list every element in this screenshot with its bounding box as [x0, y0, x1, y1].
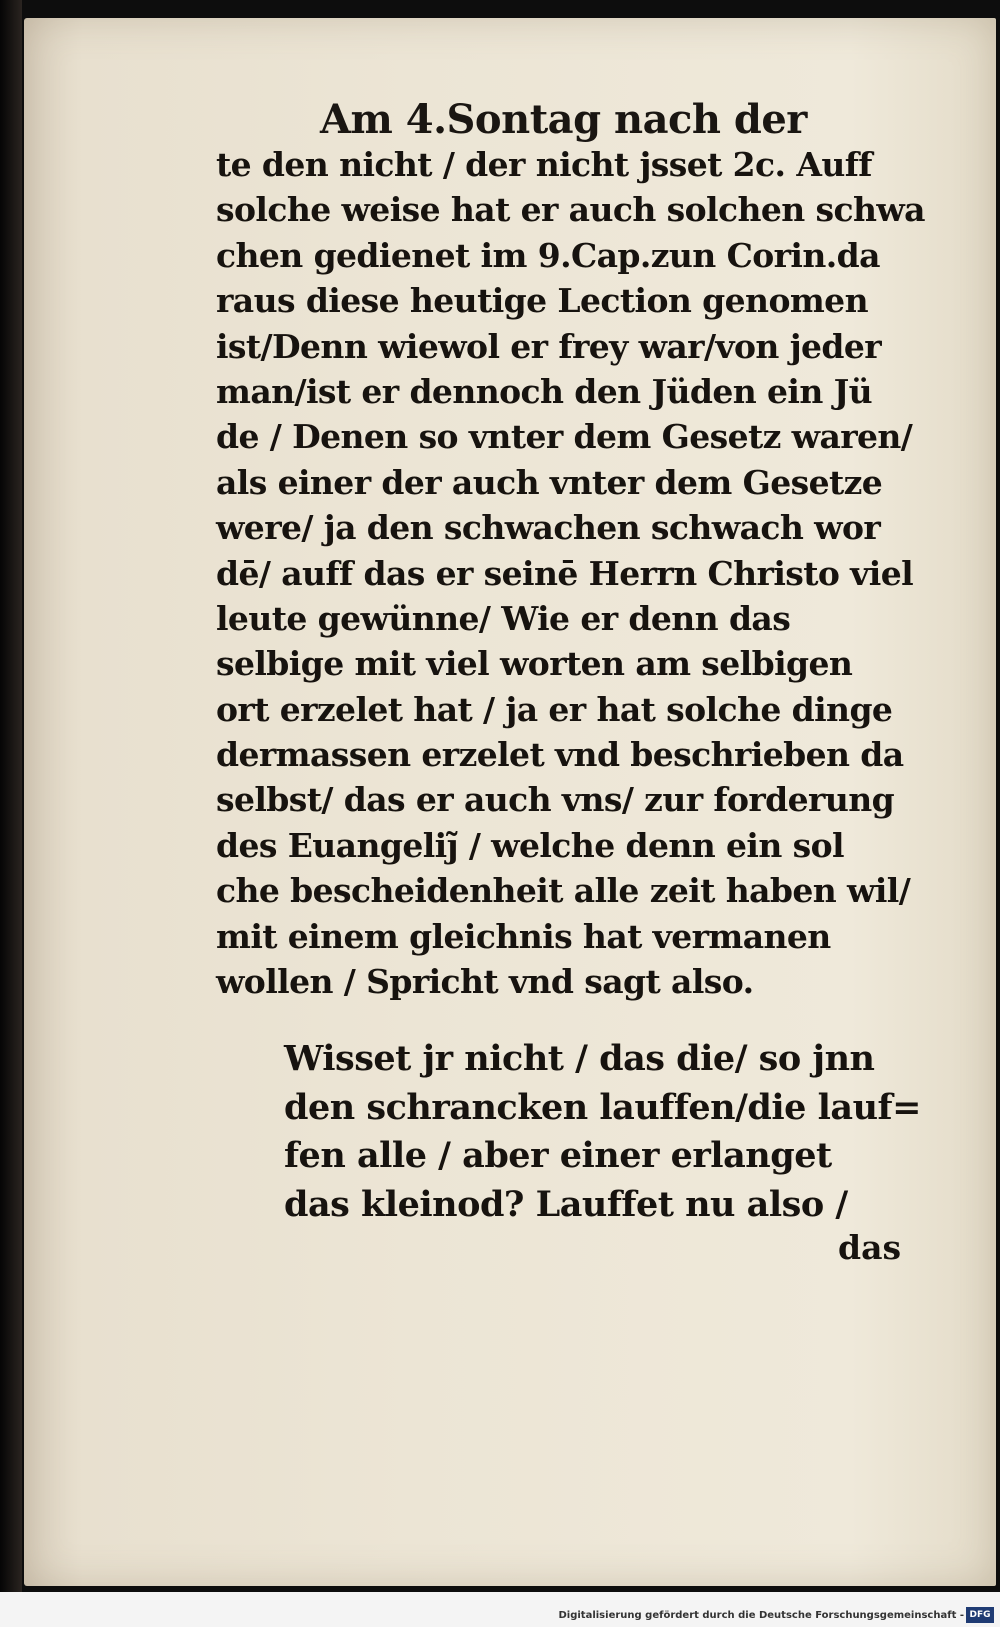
quote-line: fen alle / aber einer erlanget [284, 1135, 832, 1177]
text-line: leute gewünne/ Wie er denn das [216, 598, 791, 638]
quote-line: Wisset jr nicht / das die/ so jnn [284, 1038, 875, 1079]
text-line: selbst/ das er auch vns/ zur forderung [216, 780, 895, 820]
text-line: als einer der auch vnter dem Gesetze [216, 462, 883, 502]
text-line: raus diese heutige Lection genomen [216, 281, 868, 321]
text-line: chen gedienet im 9.Cap.zun Corin.da [216, 235, 880, 275]
text-line: solche weise hat er auch solchen schwa [216, 190, 925, 230]
text-line: wollen / Spricht vnd sagt also. [216, 962, 754, 1002]
catchword: das [838, 1228, 902, 1267]
quote-line: das kleinod? Lauffet nu also / [284, 1183, 848, 1225]
text-line: ort erzelet hat / ja er hat solche dinge [216, 689, 893, 729]
text-line: mit einem gleichnis hat vermanen [216, 916, 831, 956]
text-line: de / Denen so vnter dem Gesetz waren/ [216, 417, 913, 457]
text-line: selbige mit viel worten am selbigen [216, 644, 853, 684]
text-line: ist/Denn wiewol er frey war/von jeder [216, 326, 882, 366]
book-spine-edge [0, 0, 22, 1627]
scripture-quote-block [284, 1035, 924, 1229]
digitization-credit: Digitalisierung gefördert durch die Deutsche Forschungsgemeinschaft - [558, 1610, 964, 1621]
text-line: dermassen erzelet vnd beschrieben da [216, 735, 904, 775]
text-line: des Euangeliȷ̃ / welche denn ein sol [216, 825, 844, 865]
text-line: were/ ja den schwachen schwach wor [216, 508, 881, 548]
text-line: dē/ auff das er seinē Herrn Christo viel [216, 553, 914, 593]
text-line: che bescheidenheit alle zeit haben wil/ [216, 871, 911, 911]
quote-line: den schrancken lauffen/die lauf= [284, 1086, 921, 1128]
running-head: Am 4.Sontag nach der [320, 96, 807, 143]
dfg-logo: DFG [966, 1607, 994, 1623]
text-line: man/ist er dennoch den Jüden ein Jü [216, 371, 873, 411]
body-text-block [216, 142, 925, 1004]
text-line: te den nicht / der nicht jsset 2c. Auff [216, 145, 872, 184]
